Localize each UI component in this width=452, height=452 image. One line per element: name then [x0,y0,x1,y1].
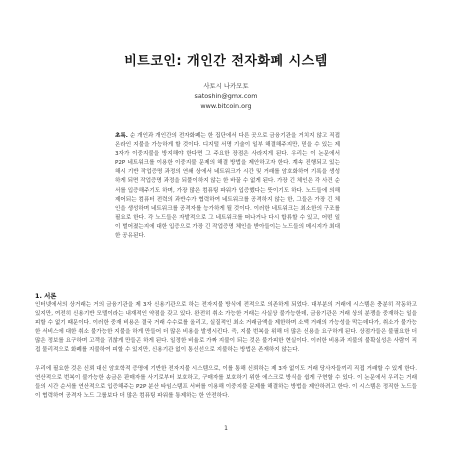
page-number: 1 [224,425,228,432]
section-heading-introduction: 1. 서론 [35,292,57,300]
intro-paragraph-1: 인터넷에서의 상거래는 거의 금융기관을 제 3자 신용기관으로 하는 전자지불 방식에 전적으로 의존하게 되었다. 대부분의 거래에 시스템은 충분히 작동하고 있지만, 여전히 신용기반 모델이라는 내재적인 약점을 갖고 있다. 완전히 취소 가능한 거래는 사실상 불가능한데, 금융기관은 거래 상의 분쟁을 중재하는 일을 피할 수 없기 때문이다. 이러한 중재 비용은 결국 거래 수수료를 올리고, 실질적인 최소 거래금액을 제한하며 소액 거래의 가능성을 막는데다가, 취소가 불가능한 서비스에 대한 취소 불가능한 지불을 하게 만들어 더 많은 비용을 발생시킨다. 즉, 지불 번복을 위해 더 많은 신용을 요구하게 된다. 상점가들은 불필요한 더 많은 정보를 요구하며 고객을 귀찮게 만들곤 하게 된다. 일정한 비율로 가짜 지불이 되는 것은 불가피한 현실이다. 이러한 비용과 지불의 불확실성은 사람이 직접 물리적으로 화폐를 지불하여 피할 수 있지만, 신용기관 없이 통신선으로 지불하는 방법은 존재하지 않는다. [35,302,417,353]
paper-title: 비트코인: 개인간 전자화폐 시스템 [124,54,328,69]
intro-paragraph-2: 우리에 필요한 것은 신뢰 대신 암호학적 증명에 기반한 전자지불 시스템으로, 이를 통해 신뢰하는 제 3자 없이도 거래 당사자들끼리 직접 거래할 수 있게 한다. 연산적으로 번복이 불가능한 송금은 판매자를 사기로부터 보호하고, 구매자를 보호하기 위한 에스크로 방식을 쉽게 구현할 수 있다. 이 논문에서 우리는 거래들의 시간 순서를 연산적으로 입증해주는 P2P 분산 타임스탬프 서버를 이용해 이중지불 문제를 해결하는 방법을 제안하려고 한다. 이 시스템은 정직한 노드들이 협력하여 공격자 노드 그룹보다 더 많은 컴퓨팅 파워를 통제하는 한 안전하다. [35,366,417,399]
abstract [115,132,340,241]
author-website: www.bitcoin.org [200,102,252,110]
author-name: 사토시 나카모토 [203,82,249,90]
abstract-body: 순 개인과 개인간의 전자화폐는 한 집단에서 다른 곳으로 금융기관을 거치지 않고 직접 온라인 지불을 가능하게 할 것이다. 디지털 서명 기술이 일부 해결해주지만, 믿을 수 있는 제 3자가 이중지불을 방지해야 한다면 그 주요한 장점은 사라지게 된다. 우리는 이 논문에서 P2P 네트워크를 이용한 이중지불 문제의 해결 방법을 제안하고자 한다. 계속 진행되고 있는 해시 기반 작업증명 과정의 연쇄 상에서 네트워크가 시간 및 거래를 암호화하여 기록을 생성하게 되면 작업증명 과정을 되풀이하지 않는 한 바꿀 수 없게 된다. 가장 긴 체인은 각 사건 순서를 입증해주기도 하며, 가장 많은 컴퓨팅 파워가 입증했다는 뜻이기도 하다. 노드들에 의해 제어되는 컴퓨터 전력의 과반수가 협력하여 네트워크를 공격하지 않는 한, 그들은 가장 긴 체인을 생성하며 네트워크를 공격자를 능가하게 될 것이다. 이러한 네트워크는 최소한의 구조를 필요로 한다. 각 노드들은 자발적으로 그 네트워크를 떠나거나 다시 합류할 수 있고, 어떤 일이 벌어졌는지에 대한 입증으로 가장 긴 작업증명 체인을 받아들이는 노드들의 메시지가 최대한 공유된다. [115,133,341,240]
abstract-lead: 초록. [115,133,128,139]
author-email: satoshin@gmx.com [194,92,258,100]
